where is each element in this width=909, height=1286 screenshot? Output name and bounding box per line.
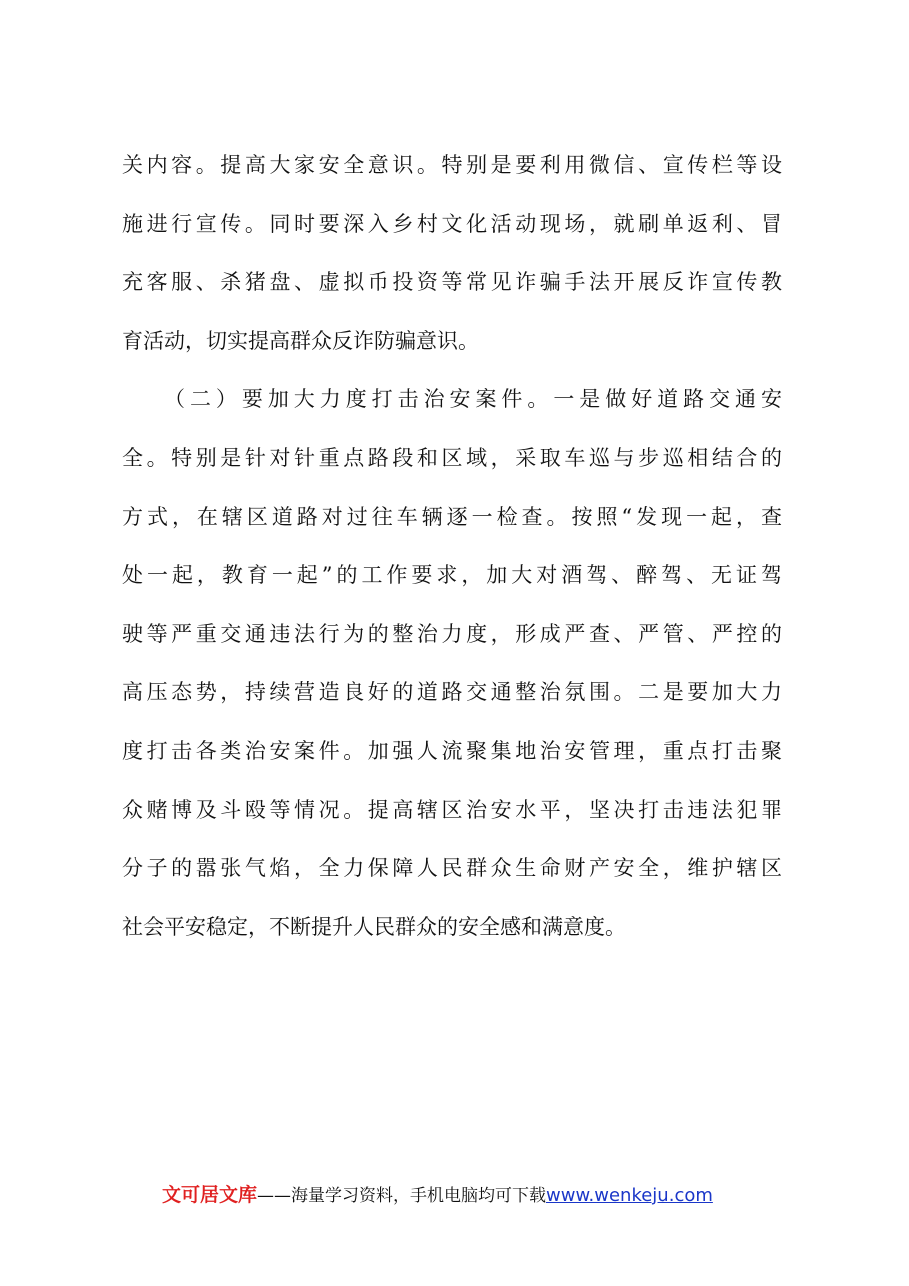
paragraph-2-line-8: 众赌博及斗殴等情况。提高辖区治安水平，坚决打击违法犯罪 bbox=[122, 797, 782, 822]
footer-tagline: ——海量学习资料，手机电脑均可下载 bbox=[257, 1186, 547, 1206]
paragraph-2-line-7: 度打击各类治安案件。加强人流聚集地治安管理，重点打击聚 bbox=[122, 738, 782, 763]
footer-website-link[interactable]: www.wenkeju.com bbox=[546, 1185, 713, 1206]
paragraph-1-line-2: 施进行宣传。同时要深入乡村文化活动现场，就刷单返利、冒 bbox=[122, 211, 782, 236]
footer-brand: 文可居文库 bbox=[162, 1184, 258, 1206]
paragraph-2-line-5: 驶等严重交通违法行为的整治力度，形成严查、严管、严控的 bbox=[122, 621, 782, 646]
paragraph-1-line-4: 育活动，切实提高群众反诈防骗意识。 bbox=[122, 328, 479, 353]
paragraph-2-line-6: 高压态势，持续营造良好的道路交通整治氛围。二是要加大力 bbox=[122, 680, 782, 705]
paragraph-2-line-3: 方式，在辖区道路对过往车辆逐一检查。按照“发现一起，查 bbox=[122, 504, 782, 529]
paragraph-2-line-4: 处一起，教育一起”的工作要求，加大对酒驾、醉驾、无证驾 bbox=[122, 563, 782, 588]
paragraph-1-line-1: 关内容。提高大家安全意识。特别是要利用微信、宣传栏等设 bbox=[122, 153, 782, 177]
document-body bbox=[122, 136, 782, 956]
paragraph-2-line-10: 社会平安稳定，不断提升人民群众的安全感和满意度。 bbox=[122, 914, 626, 939]
paragraph-2-line-2: 全。特别是针对针重点路段和区域，采取车巡与步巡相结合的 bbox=[122, 445, 782, 470]
paragraph-1-line-3: 充客服、杀猪盘、虚拟币投资等常见诈骗手法开展反诈宣传教 bbox=[122, 270, 782, 295]
footer-watermark bbox=[162, 1180, 713, 1207]
paragraph-2-line-1: （二）要加大力度打击治安案件。一是做好道路交通安 bbox=[164, 387, 782, 412]
paragraph-2-line-9: 分子的嚣张气焰，全力保障人民群众生命财产安全，维护辖区 bbox=[122, 856, 782, 881]
